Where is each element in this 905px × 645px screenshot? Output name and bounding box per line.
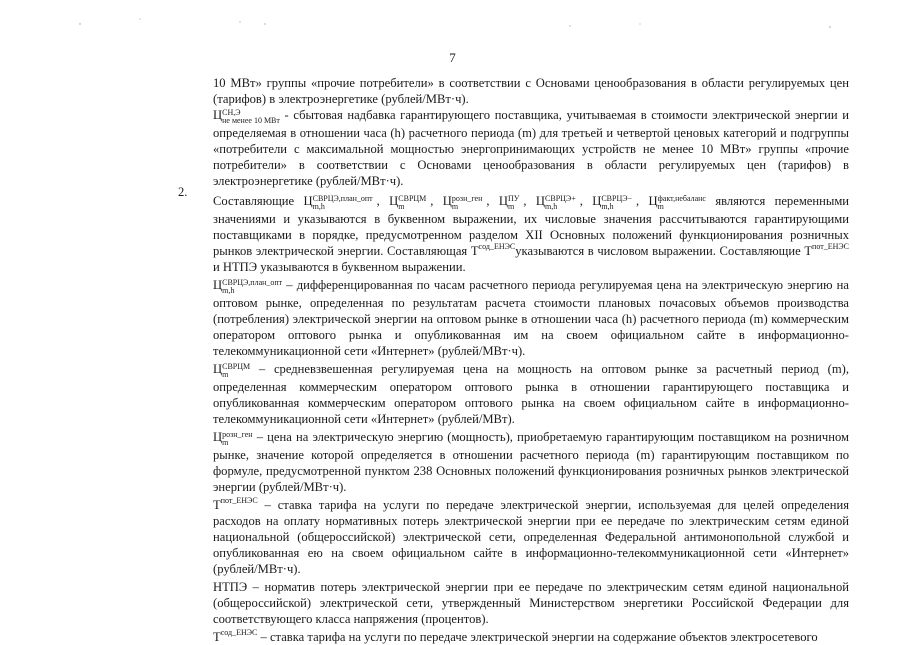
formula-symbol: Ц [303, 194, 313, 208]
paragraph-4-text: – дифференцированная по часам расчетного периода регулируемая цена на электрическую энергию на оптовом рынке, определенная по результатам расчета стоимости плановых почасовых объемов производства (потребления) электрической энергии на оптовом рынке в отношении часа (h) расчетного периода (m) коммерческим оператором оптового рынка и опубликованная им на своем официальном сайте в информационно-телекоммуникационной сети «Интернет» (рублей/МВт·ч). [213, 278, 849, 358]
formula-symbol: Ц [213, 362, 223, 376]
formula-subscript: m,h [601, 202, 614, 211]
formula-symbol: Ц [213, 108, 223, 122]
formula-superscript: СВРЦЭ− [601, 194, 633, 203]
formula-symbol: Ц [213, 278, 223, 292]
paragraph-1: 10 МВт» группы «прочие потребители» в соответствии с Основами ценообразования в области регулируемых цен (тарифов) в электроэнергетике (рублей/МВт·ч). [213, 76, 849, 106]
formula-subscript: m [451, 202, 459, 211]
formula-indices [398, 195, 426, 211]
paragraph-7 [213, 497, 849, 577]
formula-subscript: не менее 10 МВт [222, 116, 280, 125]
formula-subscript: m [657, 202, 664, 211]
formula-symbol: Т [804, 244, 813, 258]
formula-symbol: Т [213, 630, 221, 644]
formula-indices [222, 109, 280, 125]
formula-subscript: m [507, 202, 515, 211]
formula-subscript: m [222, 370, 229, 379]
formula-subscript: m,h [545, 202, 558, 211]
formula-indices [222, 431, 252, 447]
paragraph-3: Составляющие ЦСВРЦЭ,план_опт m,h , ЦСВРЦМ m , Црозн_ген m , ЦПУ m , ЦСВРЦЭ+ m,h , ЦСВРЦЭ− m,h , Цфакт,небаланс m являются переменными значениями и указываются в буквенном выражении, их числовые значения рассчитываются гарантирующими поставщиками в порядке, предусмотренном разделом XII Основных положений функционирования розничных рынков электрической энергии. Составляющая $Т^{сод\_ЕНЭС}указываются$ в числовом выражении. Составляющие $Т^{пот\_ЕНЭС}$ и НТПЭ указываются в буквенном выражении. [213, 194, 850, 274]
formula-superscript: пот_ЕНЭС [220, 496, 258, 505]
formula-superscript: СВРЦЭ,план_опт [312, 194, 373, 203]
formula-superscript: розн_ген [222, 430, 253, 439]
formula-superscript: СВРЦЭ,план_опт [222, 278, 283, 287]
formula-symbol: Т [213, 498, 221, 512]
formula-superscript: факт,небаланс [657, 194, 706, 203]
formula-symbol: Ц [389, 194, 399, 208]
formula-symbol: Ц [592, 194, 602, 208]
formula-symbol: Ц [442, 194, 452, 208]
paragraph-6 [213, 429, 849, 495]
paragraph-7-text: – ставка тарифа на услуги по передаче электрической энергии, используемая для целей определения расходов на оплату нормативных потерь электрической энергии при ее передаче по электрическим сетям единой национальной (общероссийской) электрической сети, определенная Федеральной антимонопольной службой и опубликованная ею на своем официальном сайте в информационно-телекоммуникационной сети «Интернет» (рублей/МВт·ч). [213, 498, 849, 576]
formula-superscript: СН,Э [222, 108, 241, 117]
formula-subscript: m [398, 202, 405, 211]
formula-indices [545, 195, 576, 211]
formula-subscript: m [222, 438, 229, 447]
paragraph-3-text: указываются в числовом выражении. Составляющие [515, 244, 805, 258]
formula-subscript: m,h [312, 202, 325, 211]
formula-subscript: m,h [222, 286, 235, 295]
formula-indices [601, 195, 632, 211]
paragraph-3-text: являются переменными значениями и указываются в буквенном выражении, их числовые значения рассчитываются гарантирующими поставщиками в порядке, предусмотренном разделом XII Основных положений функционирования розничных рынков электрической энергии. Составляющая [213, 194, 850, 258]
formula-symbol: Ц [535, 194, 546, 208]
paragraph-5 [213, 361, 849, 427]
formula-superscript: СВРЦМ [222, 362, 251, 371]
formula-superscript: сод_ЕНЭС [478, 242, 516, 251]
paragraph-3-text: и НТПЭ указываются в буквенном выражении. [213, 260, 466, 274]
page-number: 7 [449, 50, 456, 65]
formula-superscript: СВРЦМ [398, 194, 427, 203]
formula-symbol: Ц [213, 430, 223, 444]
paragraph-5-text: – средневзвешенная регулируемая цена на мощность на оптовом рынке за расчетный период (m), определенная коммерческим оператором оптового рынка в отношении гарантирующего поставщика и опубликованная коммерческим оператором оптового рынка на своем официальном сайте в информационно-телекоммуникационной сети «Интернет» (рублей/МВт). [213, 362, 849, 426]
formula-symbol: Т [470, 244, 479, 258]
formula-symbol: Ц [498, 194, 508, 208]
formula-indices [508, 195, 519, 211]
paragraph-9-text: – ставка тарифа на услуги по передаче электрической энергии на содержание объектов электросетевого [257, 630, 818, 644]
paragraph-3-lead: Составляющие [213, 194, 304, 208]
paragraph-8: НТПЭ – норматив потерь электрической энергии при ее передаче по электрическим сетям единой национальной (общероссийской) электрической сети, утвержденный Министерством энергетики Российской Федерации для соответствующего класса напряжения (процентов). [213, 580, 849, 626]
formula-indices [222, 363, 250, 379]
formula-superscript: СВРЦЭ+ [545, 194, 576, 203]
paragraph-4 [213, 277, 849, 359]
formula-superscript: ПУ [507, 194, 520, 203]
formula-superscript: сод_ЕНЭС [220, 628, 258, 637]
paragraph-6-text: – цена на электрическую энергию (мощность), приобретаемую гарантирующим поставщиком на розничном рынке, значение которой определяется в отношении расчетного периода (m) гарантирующим поставщиком по формуле, предусмотренной пунктом 238 Основных положений функционирования розничных рынков электрической энергии (рублей/МВт·ч). [213, 430, 849, 494]
formula-indices [452, 195, 482, 211]
formula-superscript: розн_ген [451, 194, 483, 203]
formula-indices [313, 195, 373, 211]
paragraph-2 [213, 107, 849, 189]
formula-superscript: пот_ЕНЭС [812, 242, 849, 251]
item-number: 2. [178, 185, 188, 199]
formula-indices [658, 195, 706, 211]
paragraph-2-text: - сбытовая надбавка гарантирующего поставщика, учитываемая в стоимости электрической энергии и определяемая в отношении часа (h) расчетного периода (m) для третьей и четвертой ценовых категорий и подгруппы «потребители с максимальной мощностью энергопринимающих устройств не менее 10 МВт» группы «прочие потребители» в соответствии с Основами ценообразования в области регулируемых цен (тарифов) в электроэнергетике (рублей/МВт·ч). [213, 108, 849, 188]
paragraph-9 [213, 629, 849, 645]
formula-indices [222, 279, 282, 295]
formula-symbol: Ц [648, 194, 658, 208]
scan-specks [0, 0, 905, 30]
document-body [213, 75, 849, 645]
